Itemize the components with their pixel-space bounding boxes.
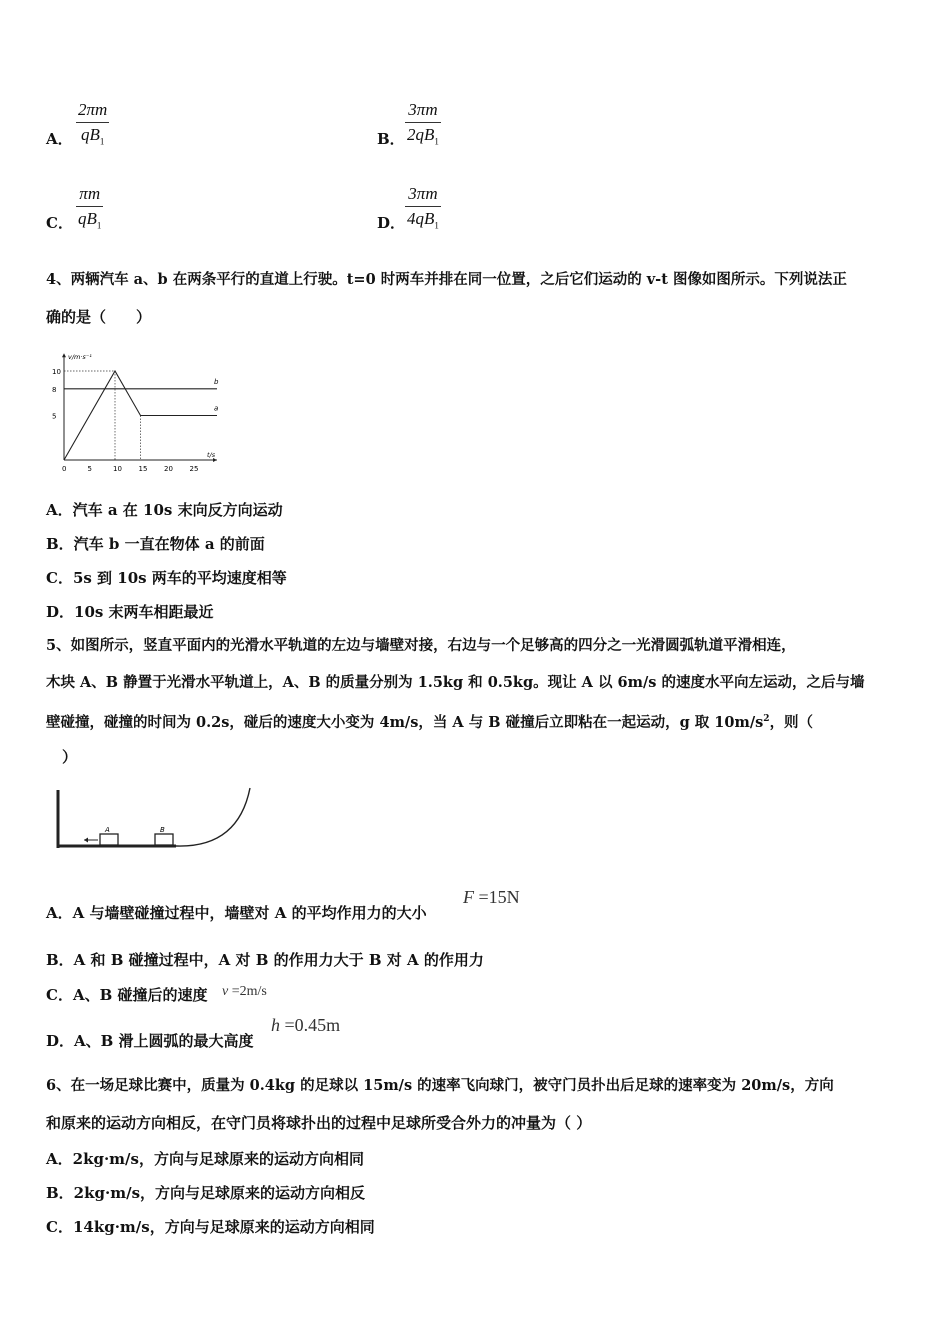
q5-option-a[interactable]: A．A 与墙壁碰撞过程中，墙壁对 A 的平均作用力的大小 — [46, 904, 427, 922]
block-a-label: A — [105, 826, 110, 834]
q6-stem-line2: 和原来的运动方向相反，在守门员将球扑出的过程中足球所受合外力的冲量为（ ） — [46, 1114, 592, 1132]
q5-stem-line4: ） — [62, 748, 78, 766]
q4-option-a[interactable]: A．汽车 a 在 10s 末向反方向运动 — [46, 501, 283, 519]
q4-stem-line2: 确的是（ ） — [46, 308, 152, 326]
fraction-bar — [405, 206, 441, 207]
fraction-bar — [405, 122, 441, 123]
q3-b-numerator: 3πm — [408, 100, 438, 119]
q5-stem-line1: 5、如图所示，竖直平面内的光滑水平轨道的左边与墙壁对接，右边与一个足够高的四分之一光滑圆弧轨道平滑相连， — [46, 637, 796, 654]
q6-option-b[interactable]: B．2kg·m/s，方向与足球原来的运动方向相反 — [46, 1184, 366, 1202]
q5-option-b[interactable]: B．A 和 B 碰撞过程中，A 对 B 的作用力大于 B 对 A 的作用力 — [46, 951, 484, 969]
y-axis-label: v/m·s⁻¹ — [68, 353, 92, 362]
q4-option-c[interactable]: C．5s 到 10s 两车的平均速度相等 — [46, 569, 287, 587]
q3-option-c-fraction — [76, 184, 103, 230]
q4-vt-chart — [40, 336, 240, 476]
q5-stem-line3: 壁碰撞，碰撞的时间为 0.2s，碰后的速度大小变为 4m/s，当 A 与 B 碰撞后立即粘在一起运动，g 取 $10m/s^2$，则（ — [46, 713, 814, 731]
q4-option-d[interactable]: D．10s 末两车相距最近 — [46, 603, 214, 621]
x-tick-label: 10 — [113, 465, 122, 473]
q3-c-numerator: πm — [79, 184, 101, 203]
y-tick-label: 8 — [52, 385, 57, 394]
q6-option-c[interactable]: C．14kg·m/s，方向与足球原来的运动方向相同 — [46, 1218, 375, 1236]
x-tick-label: 0 — [62, 465, 67, 473]
q5-option-d-formula: h =0.45m — [271, 1015, 341, 1035]
q3-a-denominator: $qB_1$ — [80, 125, 105, 147]
x-tick-label: 20 — [164, 465, 173, 473]
x-axis-label: t/s — [207, 451, 216, 459]
q5-option-a-formula: F =15N — [463, 887, 520, 907]
q5-option-c[interactable]: C．A、B 碰撞后的速度 — [46, 986, 208, 1004]
arrow-head-icon — [84, 838, 88, 843]
q3-option-c-label[interactable]: C． — [46, 214, 73, 232]
series-label-a: a — [214, 404, 219, 413]
q6-stem-line1: 6、在一场足球比赛中，质量为 0.4kg 的足球以 15m/s 的速率飞向球门，被守门员扑出后足球的速率变为 20m/s，方向 — [46, 1077, 834, 1094]
block-a — [100, 834, 118, 845]
series-label-b: b — [214, 377, 219, 386]
arc-track — [176, 788, 250, 846]
q3-b-denominator: $2qB_1$ — [407, 125, 439, 147]
q3-option-d-label[interactable]: D． — [377, 214, 406, 232]
q3-option-a-fraction — [76, 100, 109, 146]
q3-option-b-fraction — [405, 100, 441, 146]
q3-option-a-label[interactable]: A． — [46, 130, 73, 148]
q4-stem-line1: 4、两辆汽车 a、b 在两条平行的直道上行驶。t=0 时两车并排在同一位置，之后它们运动的 v-t 图像如图所示。下列说法正 — [46, 271, 847, 288]
q6-option-a[interactable]: A．2kg·m/s，方向与足球原来的运动方向相同 — [46, 1150, 364, 1168]
q3-a-numerator: 2πm — [78, 100, 108, 119]
fraction-bar — [76, 206, 103, 207]
q3-option-d-fraction — [405, 184, 441, 230]
block-b — [155, 834, 173, 845]
q5-option-d[interactable]: D．A、B 滑上圆弧的最大高度 — [46, 1032, 254, 1050]
q3-d-numerator: 3πm — [408, 184, 438, 203]
x-tick-label: 25 — [189, 465, 199, 473]
q3-c-denominator: $qB_1$ — [78, 209, 102, 231]
fraction-bar — [76, 122, 109, 123]
q5-track-diagram — [52, 782, 258, 854]
q3-d-denominator: $4qB_1$ — [407, 209, 439, 231]
block-b-label: B — [160, 826, 165, 834]
q4-option-b[interactable]: B．汽车 b 一直在物体 a 的前面 — [46, 535, 265, 553]
q3-option-b-label[interactable]: B． — [377, 130, 405, 148]
y-tick-label: 5 — [52, 412, 57, 421]
q5-stem-line2: 木块 A、B 静置于光滑水平轨道上，A、B 的质量分别为 1.5kg 和 0.5kg。现让 A 以 6m/s 的速度水平向左运动，之后与墙 — [46, 674, 865, 691]
x-tick-label: 5 — [87, 465, 92, 473]
x-tick-label: 15 — [138, 465, 148, 473]
y-tick-label: 10 — [52, 368, 61, 376]
y-axis-arrow-icon — [62, 353, 66, 357]
q5-option-c-formula: v =2m/s — [222, 984, 267, 999]
